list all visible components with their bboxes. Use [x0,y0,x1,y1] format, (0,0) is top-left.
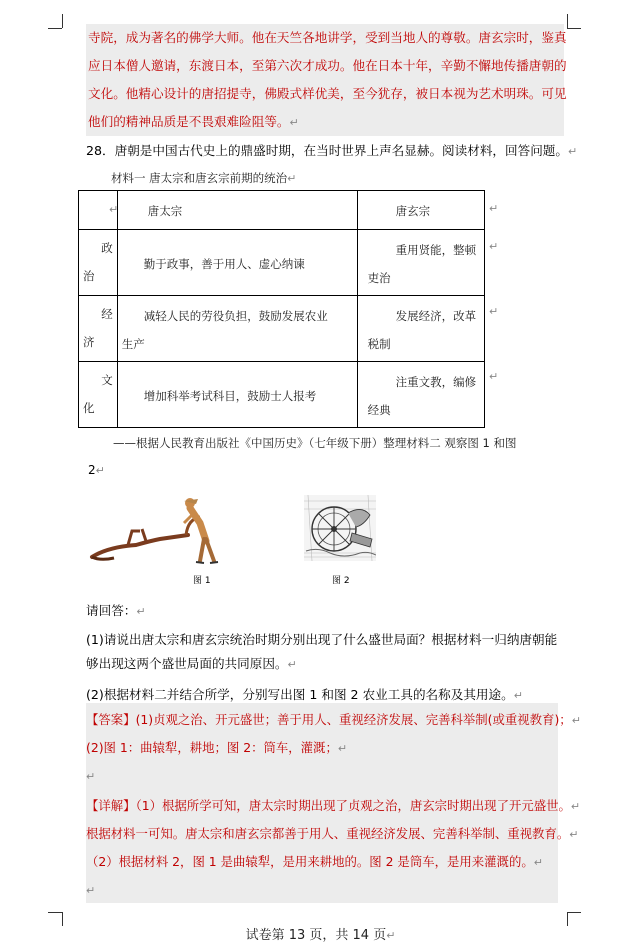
xuanzong-policy-line: 重用贤能，整顿 [395,243,477,257]
answer-text: (2)图 1：曲辕犁，耕地；图 2：筒车，灌溉； [86,740,338,755]
question-28-stem [86,141,578,161]
paragraph-mark: ↵ [386,929,396,942]
sub-question-1-text: (1)请说出唐太宗和唐玄宗统治时期分别出现了什么盛世局面？根据材料一归纳唐朝能够出现这两个盛世局面的共同原因。 [86,632,558,671]
page-footer [0,924,641,943]
answer-tag: 【答案】 [86,712,136,727]
table-corner-cell [79,191,118,230]
paragraph-mark: ↵ [287,172,297,185]
row-end-mark: ↵ [489,305,499,318]
blank-line [86,878,558,903]
xuanzong-policy-line: 经典 [367,403,391,417]
detail-line [86,822,579,847]
header-taizong: 唐太宗 [147,204,183,218]
material-source-note-cont [88,460,105,481]
answer-text: (1)贞观之治、开元盛世；善于用人、重视经济发展、完善科举制(或重视教育)； [135,712,572,727]
crop-mark [567,28,581,29]
intro-line: 寺院，成为著名的佛学大师。他在天竺各地讲学，受到当地人的尊敬。唐玄宗时，鉴真 [88,30,567,45]
ask-text: 请回答： [86,603,137,618]
paragraph-mark: ↵ [571,714,581,727]
table-header-cell [357,191,484,230]
xuanzong-policy-line: 税制 [367,337,391,351]
paragraph-mark: ↵ [86,884,96,897]
rulers-comparison-table [78,190,485,428]
intro-line-text: 他们的精神品质是不畏艰难险阻等。 [88,114,290,129]
xuanzong-policy-line: 注重文教，编修 [395,375,477,389]
detail-text: 根据材料一可知。唐太宗和唐玄宗都善于用人、重视经济发展、完善科举制、重视教育。 [86,826,570,841]
source-cont-text: 2 [88,463,96,477]
row-end-mark: ↵ [489,240,499,253]
paragraph-mark: ↵ [86,770,96,783]
sub-question-1 [86,628,562,677]
paragraph-mark: ↵ [569,828,579,841]
intro-line [86,108,564,136]
intro-line: 应日本僧人邀请，东渡日本，至第六次才成功。他在日本十年，辛勤不懈地传播唐朝的 [88,58,567,73]
intro-line: 文化。他精心设计的唐招提寺，佛殿式样优美，至今犹存，被日本视为艺术明珠。可见 [88,86,567,101]
paragraph-mark: ↵ [136,605,146,618]
row-label-part: 经 [101,307,113,321]
paragraph-mark: ↵ [513,689,523,702]
cell-mark: ↵ [109,203,119,216]
please-answer [86,601,564,622]
question-text: 28．唐朝是中国古代史上的鼎盛时期，在当时世界上声名显赫。阅读材料，回答问题。 [86,143,568,158]
figure-2-caption: 图 2 [332,576,350,586]
material-1-title [111,168,296,189]
table-header-cell [117,191,357,230]
crop-mark [567,14,568,28]
detail-text: （1）根据所学可知，唐太宗时期出现了贞观之治，唐玄宗时期出现了开元盛世。 [135,798,571,813]
row-label-part: 治 [83,269,95,283]
xuanzong-policy-line: 发展经济，改革 [395,309,477,323]
detail-text: （2）根据材料 2，图 1 是曲辕犁，是用来耕地的。图 2 是筒车，是用来灌溉的。 [86,854,534,869]
row-label-part: 化 [83,401,95,415]
row-label-part: 文 [101,373,113,387]
paragraph-mark: ↵ [568,145,578,158]
crop-mark [48,912,62,913]
row-label-cell [79,230,118,296]
answer-analysis-continued [86,24,567,136]
xuanzong-cell [357,362,484,428]
xuanzong-policy-line: 吏治 [367,271,391,285]
taizong-policy-line: 减轻人民的劳役负担，鼓励发展农业 [143,309,328,323]
answer-line [86,708,581,733]
detail-line [86,794,581,819]
row-label-cell [79,362,118,428]
paragraph-mark: ↵ [533,856,543,869]
material-title-text: 材料一 唐太宗和唐玄宗前期的统治 [111,171,288,185]
tube-wheel-figure [304,495,376,561]
taizong-cell [117,362,357,428]
crop-mark [48,28,62,29]
taizong-policy: 增加科举考试科目，鼓励士人报考 [143,389,317,403]
detail-tag: 【详解】 [86,798,136,813]
taizong-policy-line: 生产 [121,337,145,351]
answer-line [86,736,558,761]
header-xuanzong: 唐玄宗 [395,204,431,218]
taizong-cell [117,296,357,362]
detail-line [86,850,558,875]
paragraph-mark: ↵ [337,742,348,755]
figure-1-caption: 图 1 [193,576,211,586]
material-source-note: ——根据人民教育出版社《中国历史》（七年级下册）整理材料二 观察图 1 和图 [113,436,517,450]
row-label-part: 政 [101,241,113,255]
page-number-text: 试卷第 13 页，共 14 页 [245,928,387,943]
paragraph-mark: ↵ [289,116,299,129]
xuanzong-cell [357,230,484,296]
sub-question-2-text: (2)根据材料二并结合所学，分别写出图 1 和图 2 农业工具的名称及其用途。 [86,687,514,702]
crop-mark [62,14,63,28]
taizong-cell [117,230,357,296]
paragraph-mark: ↵ [95,464,105,477]
row-label-part: 济 [83,335,95,349]
paragraph-mark: ↵ [570,800,581,813]
crop-mark [567,912,581,913]
row-label-cell [79,296,118,362]
xuanzong-cell [357,296,484,362]
answer-block [86,703,581,903]
row-end-mark: ↵ [489,202,499,215]
paragraph-mark: ↵ [287,658,297,671]
blank-line [86,764,558,789]
curved-plough-figure [88,495,238,570]
row-end-mark: ↵ [489,370,499,383]
taizong-policy: 勤于政事，善于用人、虚心纳谏 [143,257,305,271]
